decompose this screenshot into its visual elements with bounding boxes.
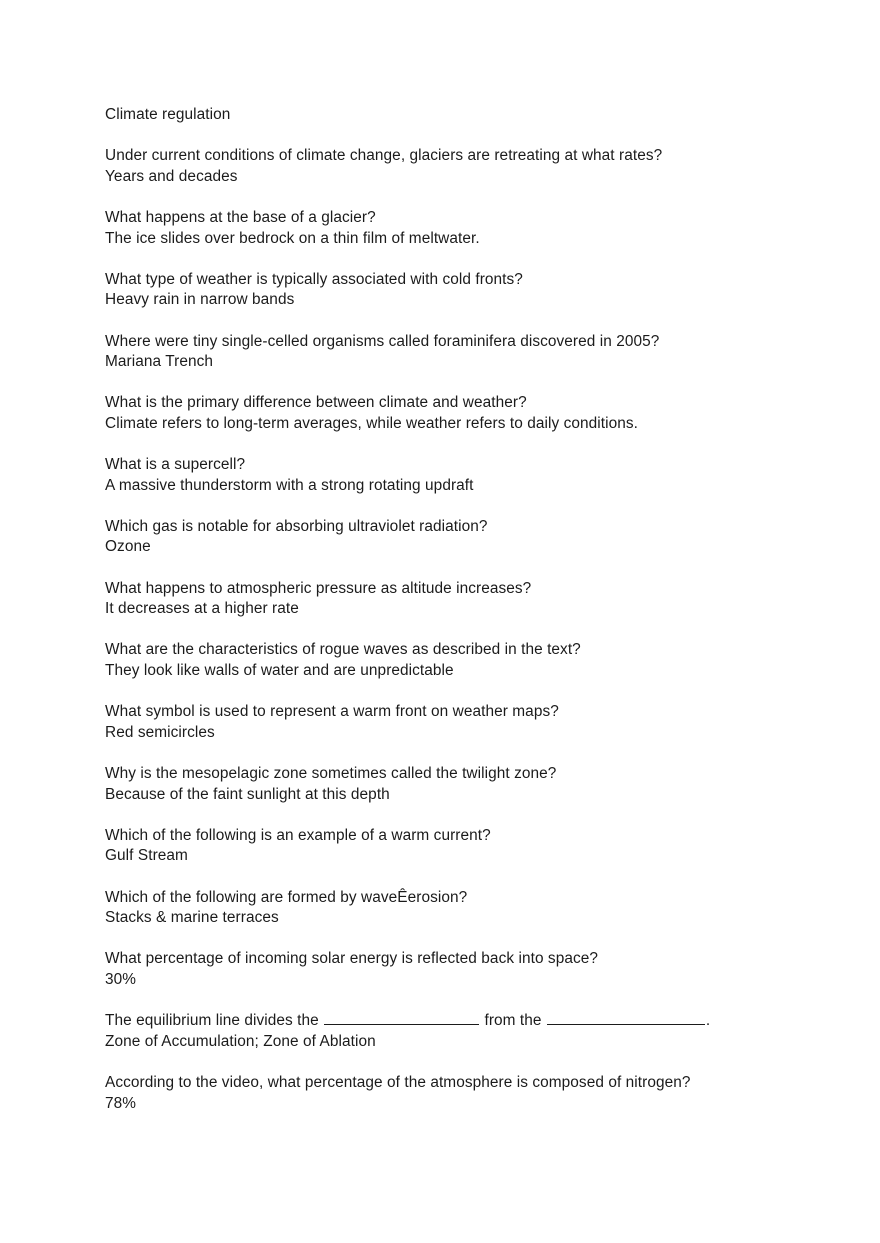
blank-underline-first [324, 1012, 479, 1026]
qa-block-13 [105, 888, 805, 929]
answer-text: Stacks & marine terraces [105, 909, 279, 927]
question-text: What is the primary difference between climate and weather? [105, 394, 527, 412]
qa-block-15 [105, 1073, 805, 1114]
question-text: What is a supercell? [105, 456, 246, 474]
answer-text: A massive thunderstorm with a strong rotating updraft [105, 476, 474, 494]
answer-text: Heavy rain in narrow bands [105, 291, 295, 309]
question-text: What type of weather is typically associated with cold fronts? [105, 270, 523, 288]
answer-text: Climate refers to long-term averages, while weather refers to daily conditions. [105, 414, 639, 432]
question-text: Which gas is notable for absorbing ultraviolet radiation? [105, 517, 488, 535]
qa-block-1 [105, 146, 805, 187]
qa-block-5 [105, 393, 805, 434]
qa-block-7 [105, 517, 805, 558]
qa-block-4 [105, 332, 805, 373]
answer-text: Gulf Stream [105, 847, 188, 865]
answer-text: Years and decades [105, 167, 238, 185]
qa-block-6 [105, 455, 805, 496]
question-text: Why is the mesopelagic zone sometimes called the twilight zone? [105, 765, 557, 782]
question-text: What percentage of incoming solar energy is reflected back into space? [105, 950, 599, 968]
answer-text: 30% [105, 970, 137, 988]
question-text: What symbol is used to represent a warm front on weather maps? [105, 703, 559, 721]
qa-block-12 [105, 826, 805, 867]
question-text: Which of the following is an example of a warm current? [105, 826, 491, 844]
question-text: Under current conditions of climate change, glaciers are retreating at what rates? [105, 147, 663, 165]
answer-text: It decreases at a higher rate [105, 600, 299, 618]
answer-text: Red semicircles [105, 723, 215, 741]
qa-block-9 [105, 640, 805, 681]
answer-text: They look like walls of water and are unpredictable [105, 662, 454, 680]
qa-block-3 [105, 270, 805, 311]
answer-text: 78% [105, 1094, 137, 1112]
question-text: What are the characteristics of rogue waves as described in the text? [105, 641, 581, 659]
answer-text: Mariana Trench [105, 353, 214, 371]
qa-block-2 [105, 208, 805, 249]
question-text: What happens to atmospheric pressure as altitude increases? [105, 579, 532, 597]
fill-blank-text-middle: from the [480, 1012, 546, 1030]
document-text-body [105, 105, 805, 1114]
question-text: Where were tiny single-celled organisms called foraminifera discovered in 2005? [105, 332, 660, 350]
blank-underline-second [547, 1012, 705, 1026]
qa-block-10 [105, 702, 805, 743]
question-text: Which of the following are formed by waveÊerosion? [105, 888, 468, 906]
fill-in-the-blank-question [105, 1011, 805, 1032]
answer-text: Because of the faint sunlight at this depth [105, 785, 390, 803]
qa-block-11 [105, 764, 805, 805]
answer-text: Zone of Accumulation; Zone of Ablation [105, 1032, 376, 1050]
question-text: What happens at the base of a glacier? [105, 208, 376, 226]
qa-block-8 [105, 579, 805, 620]
answer-text: The ice slides over bedrock on a thin film of meltwater. [105, 229, 480, 247]
qa-block-14 [105, 949, 805, 990]
document-title: Climate regulation [105, 106, 231, 123]
qa-block-fill-in-the-blank [105, 1011, 805, 1052]
fill-blank-text-after: . [705, 1012, 711, 1030]
fill-blank-text-before: The equilibrium line divides the [105, 1012, 324, 1030]
question-text: According to the video, what percentage of the atmosphere is composed of nitrogen? [105, 1073, 691, 1091]
answer-text: Ozone [105, 538, 151, 556]
